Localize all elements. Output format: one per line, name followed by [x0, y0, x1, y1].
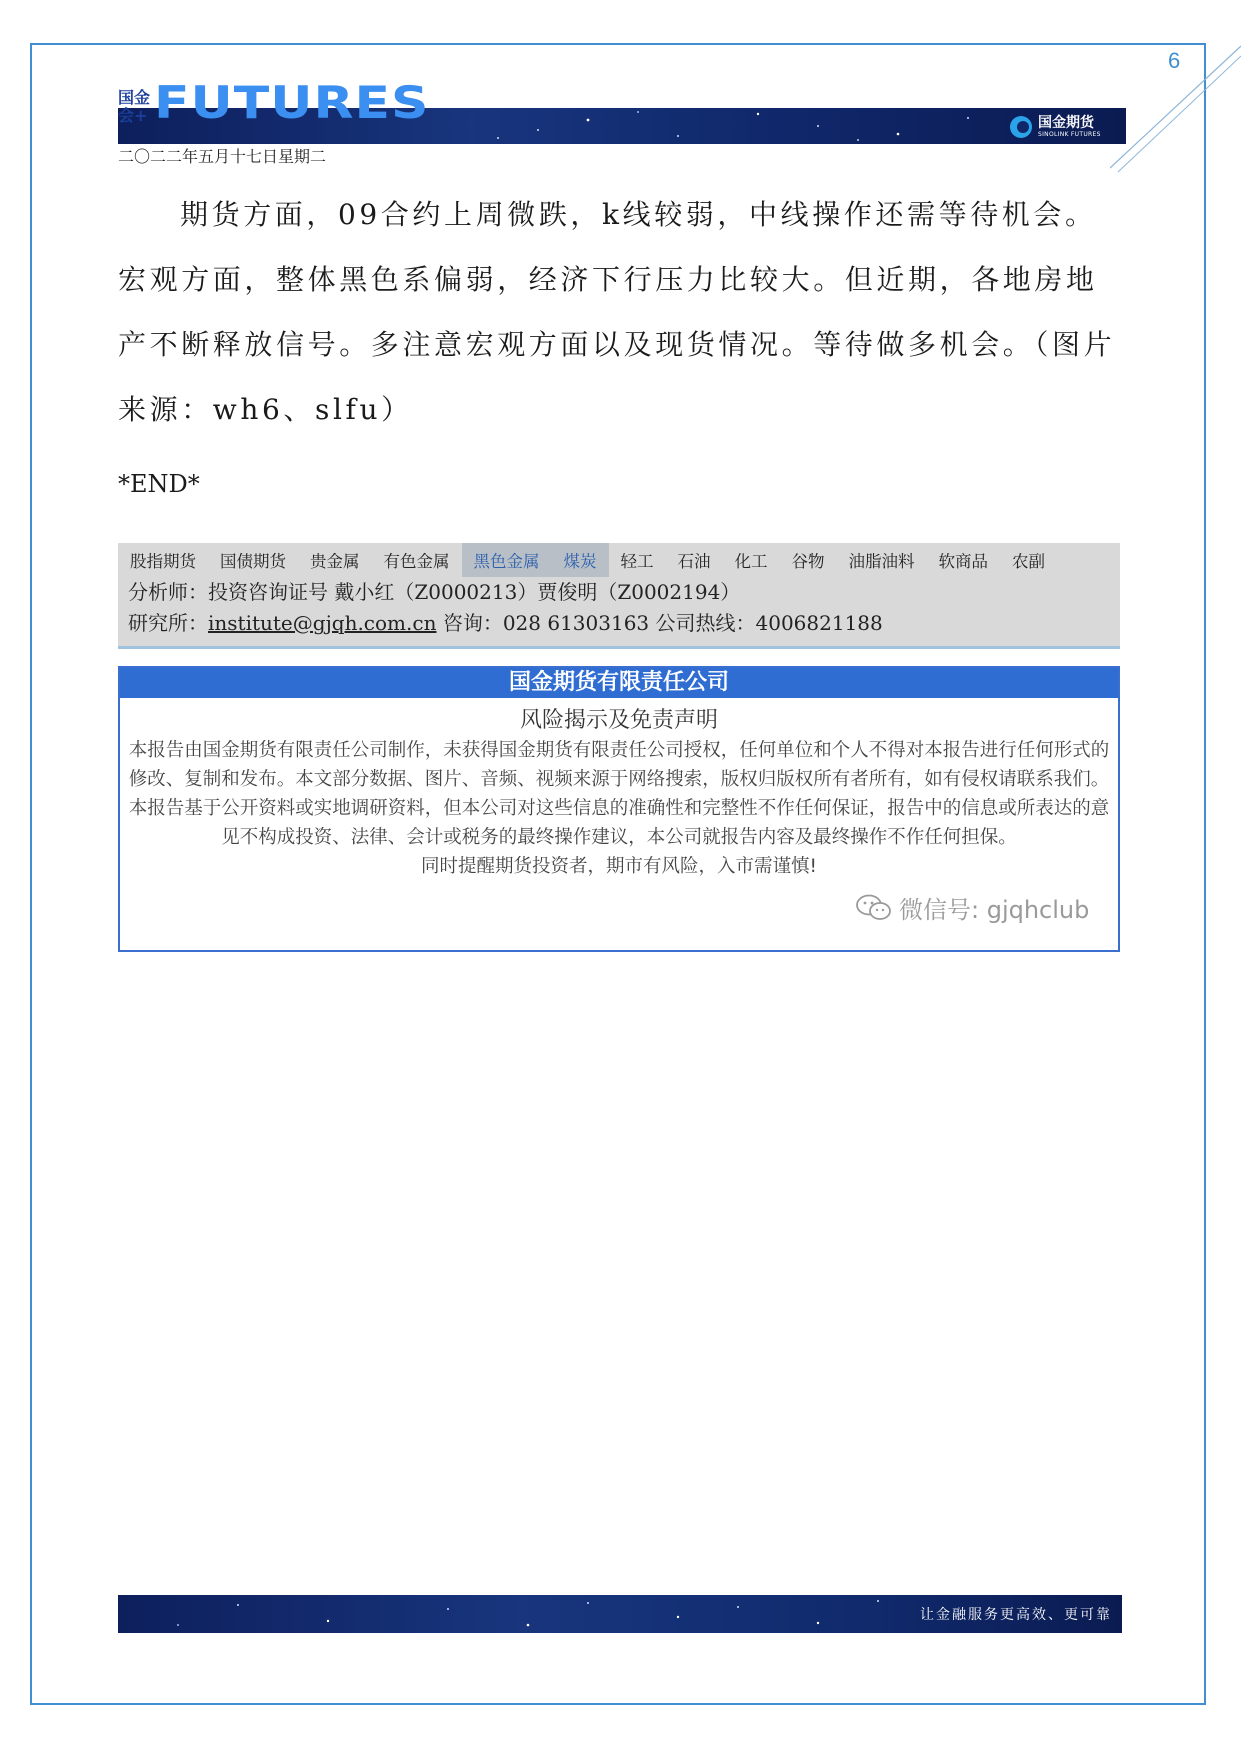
disclaimer-para-3: 同时提醒期货投资者，期市有风险，入市需谨慎! [421, 856, 817, 877]
category-tab[interactable]: 贵金属 [310, 552, 360, 571]
report-date: 二〇二二年五月十七日星期二 [118, 147, 327, 166]
disclaimer-title: 风险揭示及免责声明 [519, 708, 718, 733]
category-tab[interactable]: 软商品 [938, 552, 988, 571]
category-tab[interactable]: 石油 [677, 552, 711, 571]
contact-line [118, 608, 1120, 639]
main-paragraph [118, 182, 1128, 442]
institute-email-link[interactable]: institute@gjqh.com.cn [208, 611, 437, 635]
category-tab[interactable]: 农副 [1012, 552, 1045, 571]
category-tabs [118, 543, 1120, 577]
contact-info: 咨询：028 61303163 公司热线：4006821188 [436, 611, 883, 635]
brand-futures-logo: FUTURES [154, 78, 430, 129]
disclaimer-company: 国金期货有限责任公司 [120, 668, 1118, 698]
disclaimer-para-1: 本报告由国金期货有限责任公司制作，未获得国金期货有限责任公司授权，任何单位和个人不得对本报告进行任何形式的修改、复制和发布。本文部分数据、图片、音频、视频来源于网络搜索，版权归版权所有者所有，如有侵权请联系我们。 [128, 740, 1110, 790]
disclaimer-body [120, 736, 1118, 881]
category-tab[interactable]: 谷物 [791, 552, 825, 571]
category-tab[interactable]: 国债期货 [220, 552, 286, 571]
footer-slogan: 让金融服务更高效、更可靠 [920, 1607, 1112, 1623]
wechat-watermark [855, 890, 1089, 925]
category-tab[interactable]: 黑色金属 [462, 543, 552, 577]
disclaimer-para-2: 本报告基于公开资料或实地调研资料，但本公司对这些信息的准确性和完整性不作任何保证，报告中的信息或所表达的意见不构成投资、法律、会计或税务的最终操作建议，本公司就报告内容及最终操作不作任何担保。 [128, 798, 1110, 848]
footer-banner [118, 1595, 1122, 1633]
category-tab[interactable]: 化工 [734, 552, 768, 571]
brand-cn-logo: 国金会+ [118, 88, 151, 125]
wechat-icon [855, 893, 893, 923]
corp-logo-icon [1010, 116, 1032, 138]
institute-label: 研究所： [128, 611, 208, 635]
corp-logo [1010, 114, 1101, 140]
corp-name-en: SINOLINK FUTURES [1038, 131, 1101, 138]
page-number: 6 [1168, 48, 1181, 73]
category-tab[interactable]: 有色金属 [383, 552, 450, 571]
category-tab[interactable]: 轻工 [620, 552, 654, 571]
category-panel [118, 543, 1120, 649]
category-tab[interactable]: 油脂油料 [848, 552, 915, 571]
paragraph-text: 期货方面，09合约上周微跌，k线较弱，中线操作还需等待机会。宏观方面，整体黑色系偏弱，经济下行压力比较大。但近期，各地房地产不断释放信号。多注意宏观方面以及现货情况。等待做多机会。（图片来源：wh6、slfu） [118, 198, 1116, 426]
wechat-id: 微信号: gjqhclub [899, 896, 1090, 924]
corner-decoration [1110, 40, 1241, 180]
corp-name-cn: 国金期货 [1038, 115, 1094, 131]
disclaimer-box [118, 666, 1120, 952]
category-tab[interactable]: 煤炭 [552, 543, 609, 577]
analyst-line: 分析师：投资咨询证号 戴小红（Z0000213）贾俊明（Z0002194） [128, 580, 741, 604]
category-tab[interactable]: 股指期货 [130, 552, 196, 571]
end-mark: *END* [118, 470, 200, 498]
